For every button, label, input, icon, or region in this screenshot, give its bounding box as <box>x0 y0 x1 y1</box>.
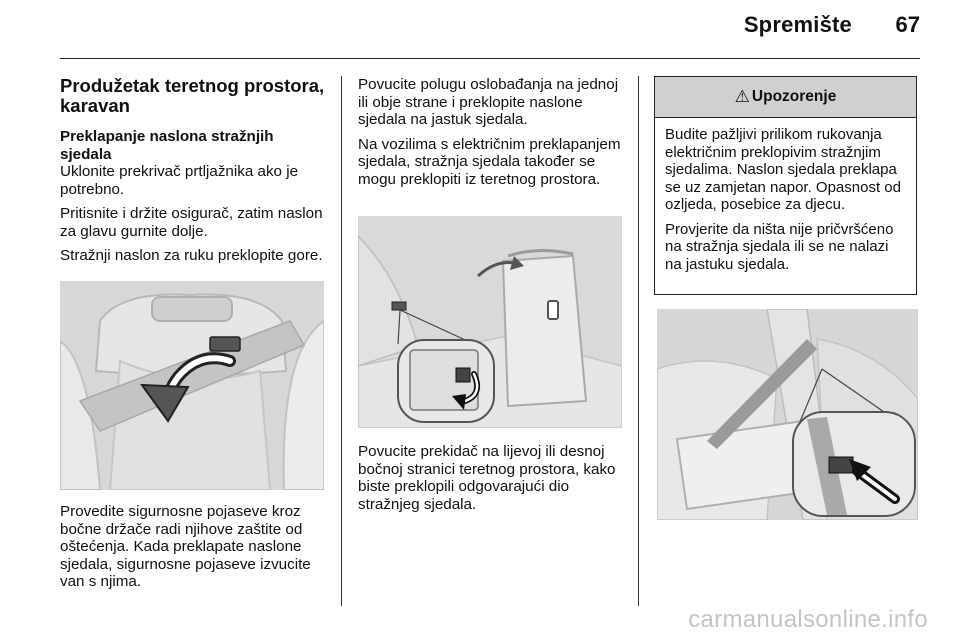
column-2 <box>358 76 626 195</box>
column-1-continued <box>60 503 330 598</box>
header-rule <box>60 58 920 59</box>
warning-header <box>655 77 916 118</box>
subsection-heading: Preklapanje naslona stražnjih sjedala <box>60 128 274 163</box>
paragraph: Na vozilima s električnim preklapanjem sjedala, stražnja sjedala također se mogu preklopiti iz teretnog prostora. <box>358 135 621 188</box>
figure-seat-lever <box>657 309 918 520</box>
paragraph: Stražnji naslon za ruku preklopite gore. <box>60 247 323 264</box>
warning-box <box>654 76 917 295</box>
warning-title: Upozorenje <box>751 88 837 105</box>
paragraph: Uklonite prekrivač prtljažnika ako je potrebno. <box>60 163 299 198</box>
paragraph: Pritisnite i držite osigurač, zatim naslon za glavu gurnite dolje. <box>60 205 323 240</box>
warning-triangle-icon: ⚠ <box>734 87 750 106</box>
column-1 <box>60 76 328 272</box>
warning-body <box>655 118 916 273</box>
figure-headrest-release <box>60 281 324 490</box>
paragraph: Povucite prekidač na lijevoj ili desnoj bočnoj stranici teretnog prostora, kako biste preklopili odgovarajući dio stražnjeg sjedala. <box>358 443 616 513</box>
seat-lever-illustration <box>657 309 918 520</box>
page-number: 67 <box>895 12 920 37</box>
paragraph: Provedite sigurnosne pojaseve kroz bočne držače radi njihove zaštite od oštećenja. Kada preklapate naslone sjedala, sigurnosne pojaseve izvucite van s njima. <box>60 503 311 590</box>
warning-paragraph: Provjerite da ništa nije pričvršćeno na stražnja sjedala ili se ne nalazi na jastuku sjedala. <box>665 220 894 273</box>
figure-cargo-switch <box>358 216 622 428</box>
headrest-illustration <box>60 281 324 490</box>
section-heading: Produžetak teretnog prostora, karavan <box>60 75 325 116</box>
section-title: Spremište <box>743 12 852 37</box>
column-divider-2 <box>638 76 639 606</box>
watermark: carmanualsonline.info <box>688 606 928 633</box>
cargo-switch-illustration <box>358 216 622 428</box>
column-divider-1 <box>341 76 342 606</box>
warning-paragraph: Budite pažljivi prilikom rukovanja električnim preklopivim stražnjim sjedalima. Naslon sjedala preklapa se uz zamjetan napor. Opasnost od ozljeda, posebice za djecu. <box>665 126 901 213</box>
paragraph: Povucite polugu oslobađanja na jednoj ili obje strane i preklopite naslone sjedala na jastuk sjedala. <box>358 76 619 128</box>
column-2-continued <box>358 443 628 520</box>
